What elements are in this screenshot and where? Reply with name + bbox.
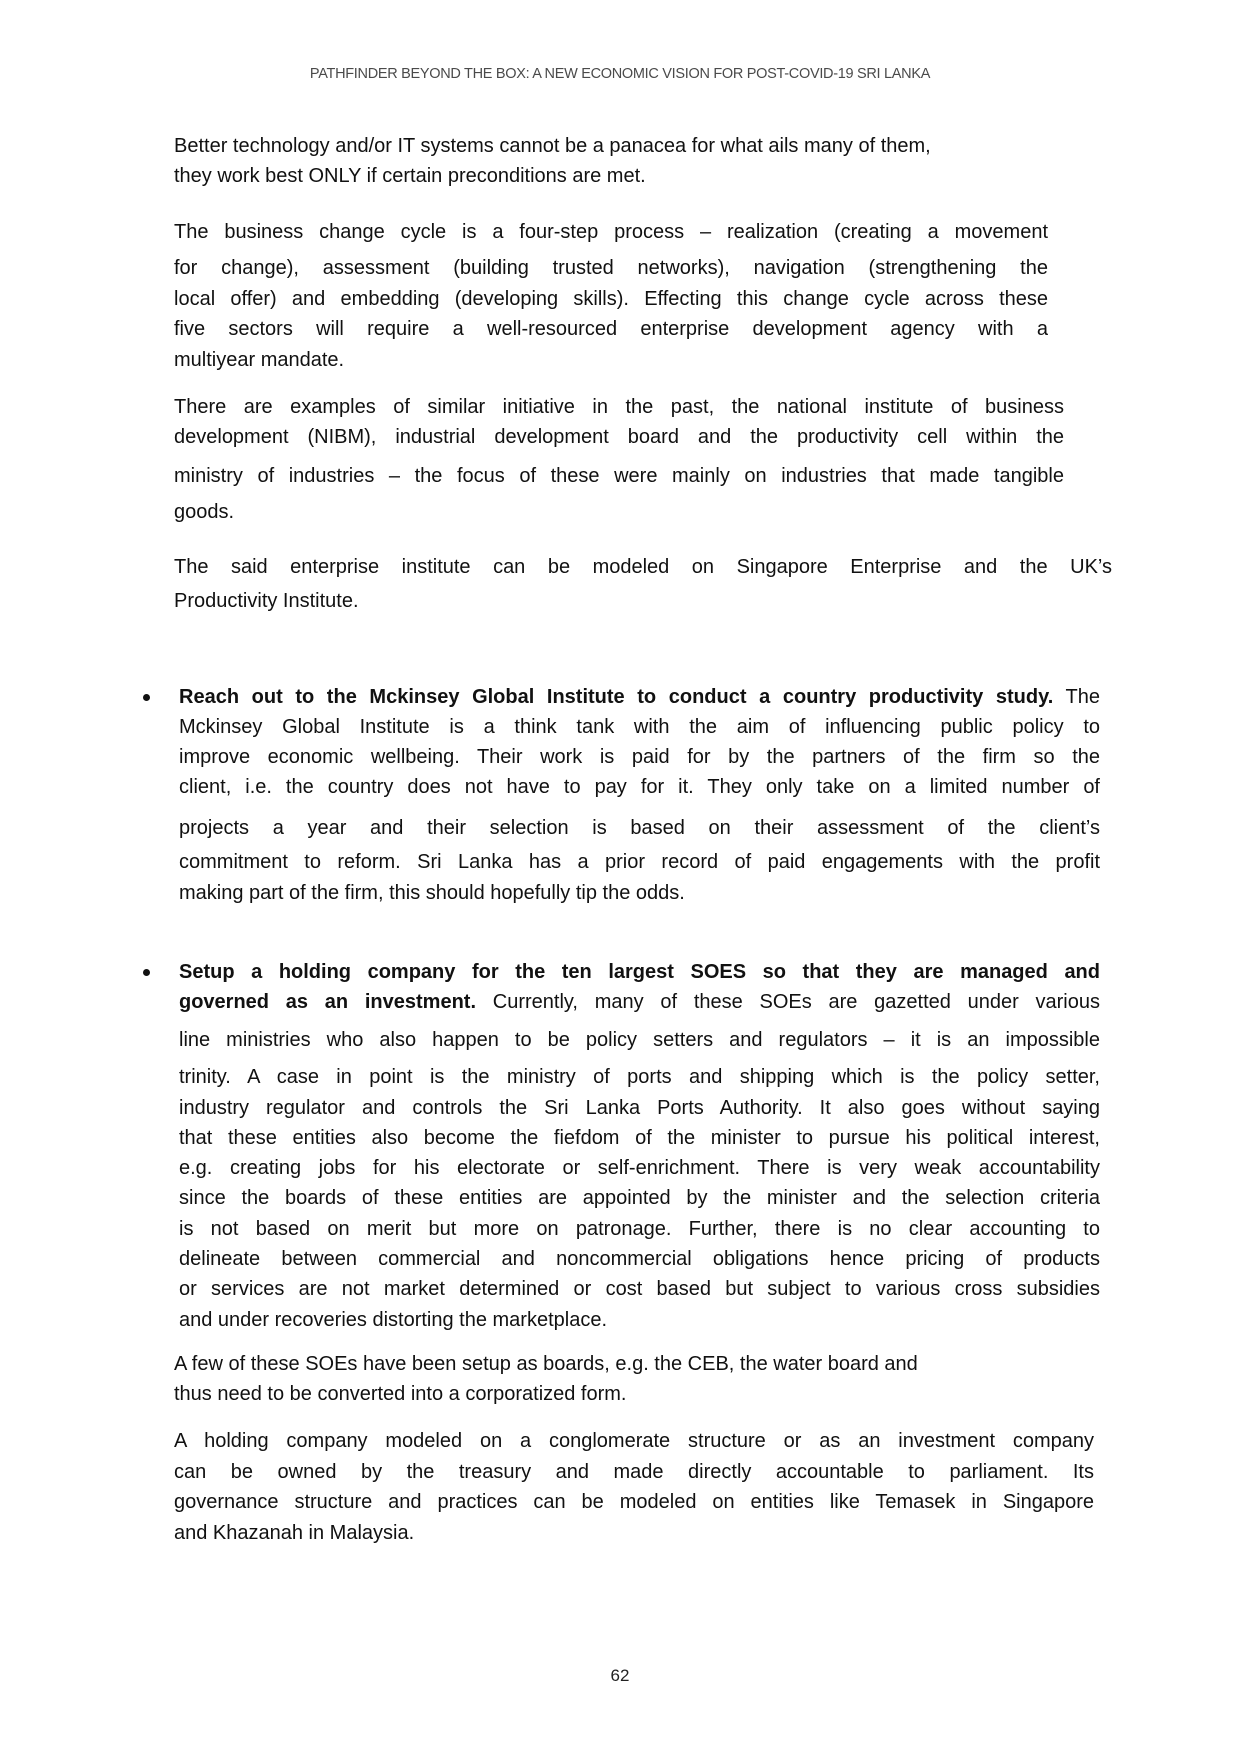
line-text: e.g. creating jobs for his electorate or self-enrichment. There is very weak accountability bbox=[179, 1157, 1100, 1179]
text-line bbox=[179, 1244, 1100, 1274]
line-text: Productivity Institute. bbox=[174, 590, 359, 612]
line-text: client, i.e. the country does not have to pay for it. They only take on a limited number of bbox=[179, 776, 1100, 798]
bullet-icon bbox=[143, 694, 150, 701]
text-line bbox=[179, 1025, 1100, 1055]
text-line bbox=[179, 987, 1100, 1017]
line-text: is not based on merit but more on patronage. Further, there is no clear accounting to bbox=[179, 1218, 1100, 1240]
line-text: thus need to be converted into a corporatized form. bbox=[174, 1383, 627, 1405]
text-line bbox=[174, 217, 1048, 247]
text-line bbox=[174, 1457, 1094, 1487]
text-line bbox=[174, 314, 1048, 344]
text-line bbox=[179, 712, 1100, 742]
text-line bbox=[179, 1153, 1100, 1183]
line-text: Currently, many of these SOEs are gazetted under various bbox=[476, 991, 1100, 1013]
text-line bbox=[174, 1379, 1060, 1409]
running-header: PATHFINDER BEYOND THE BOX: A NEW ECONOMIC VISION FOR POST-COVID-19 SRI LANKA bbox=[309, 66, 931, 82]
line-text: line ministries who also happen to be policy setters and regulators – it is an impossible bbox=[179, 1029, 1100, 1051]
text-line bbox=[179, 1305, 1100, 1335]
text-line bbox=[179, 1123, 1100, 1153]
bold-lead-text: Setup a holding company for the ten largest SOES so that they are managed and bbox=[179, 961, 1100, 983]
line-text: for change), assessment (building trusted networks), navigation (strengthening the bbox=[174, 257, 1048, 279]
text-line bbox=[174, 253, 1048, 283]
text-line bbox=[174, 422, 1064, 452]
line-text: and under recoveries distorting the marketplace. bbox=[179, 1309, 608, 1331]
line-text: can be owned by the treasury and made directly accountable to parliament. Its bbox=[174, 1461, 1094, 1483]
line-text: local offer) and embedding (developing skills). Effecting this change cycle across these bbox=[174, 288, 1048, 310]
text-line bbox=[179, 682, 1100, 712]
text-line bbox=[174, 586, 1112, 616]
line-text: ministry of industries – the focus of these were mainly on industries that made tangible bbox=[174, 465, 1064, 487]
line-text: multiyear mandate. bbox=[174, 349, 345, 371]
text-line bbox=[174, 1487, 1094, 1517]
line-text: five sectors will require a well-resourced enterprise development agency with a bbox=[174, 318, 1048, 340]
text-line bbox=[179, 772, 1100, 802]
line-text: Mckinsey Global Institute is a think tank with the aim of influencing public policy to bbox=[179, 716, 1100, 738]
page-number: 62 bbox=[610, 1666, 630, 1685]
text-line bbox=[174, 1518, 1094, 1548]
text-line bbox=[174, 461, 1064, 491]
text-line bbox=[179, 847, 1100, 877]
text-line bbox=[179, 1093, 1100, 1123]
line-text: they work best ONLY if certain preconditions are met. bbox=[174, 165, 646, 187]
text-line bbox=[174, 284, 1048, 314]
line-text: A few of these SOEs have been setup as boards, e.g. the CEB, the water board and bbox=[174, 1353, 918, 1375]
line-text: improve economic wellbeing. Their work is paid for by the partners of the firm so the bbox=[179, 746, 1100, 768]
line-text: or services are not market determined or cost based but subject to various cross subsidies bbox=[179, 1278, 1100, 1300]
text-line bbox=[174, 552, 1112, 582]
bold-lead-text: governed as an investment. bbox=[179, 991, 477, 1013]
text-line bbox=[174, 1426, 1094, 1456]
line-text: development (NIBM), industrial development board and the productivity cell within the bbox=[174, 426, 1064, 448]
line-text: There are examples of similar initiative in the past, the national institute of business bbox=[174, 396, 1064, 418]
text-line bbox=[179, 1214, 1100, 1244]
line-text: The bbox=[1053, 686, 1100, 708]
line-text: goods. bbox=[174, 501, 235, 523]
line-text: and Khazanah in Malaysia. bbox=[174, 1522, 415, 1544]
line-text: governance structure and practices can be modeled on entities like Temasek in Singapore bbox=[174, 1491, 1094, 1513]
bold-lead-text: Reach out to the Mckinsey Global Institute to conduct a country productivity study. bbox=[179, 686, 1054, 708]
text-line bbox=[179, 1062, 1100, 1092]
bullet-icon bbox=[143, 969, 150, 976]
text-line bbox=[179, 1183, 1100, 1213]
text-line bbox=[179, 813, 1100, 843]
text-line bbox=[179, 742, 1100, 772]
line-text: industry regulator and controls the Sri Lanka Ports Authority. It also goes without saying bbox=[179, 1097, 1100, 1119]
line-text: commitment to reform. Sri Lanka has a prior record of paid engagements with the profit bbox=[179, 851, 1100, 873]
text-line bbox=[174, 392, 1064, 422]
line-text: The said enterprise institute can be modeled on Singapore Enterprise and the UK’s bbox=[174, 556, 1112, 578]
text-line bbox=[174, 161, 1070, 191]
text-line bbox=[179, 957, 1100, 987]
text-line bbox=[174, 131, 1070, 161]
line-text: that these entities also become the fiefdom of the minister to pursue his political interest, bbox=[179, 1127, 1100, 1149]
text-line bbox=[174, 1349, 1060, 1379]
line-text: making part of the firm, this should hopefully tip the odds. bbox=[179, 882, 685, 904]
text-line bbox=[174, 345, 1048, 375]
line-text: A holding company modeled on a conglomerate structure or as an investment company bbox=[174, 1430, 1094, 1452]
line-text: Better technology and/or IT systems cannot be a panacea for what ails many of them, bbox=[174, 135, 931, 157]
text-line bbox=[179, 1274, 1100, 1304]
text-line bbox=[179, 878, 1100, 908]
line-text: projects a year and their selection is based on their assessment of the client’s bbox=[179, 817, 1100, 839]
text-line bbox=[174, 497, 1064, 527]
line-text: trinity. A case in point is the ministry of ports and shipping which is the policy setter, bbox=[179, 1066, 1100, 1088]
line-text: The business change cycle is a four-step process – realization (creating a movement bbox=[174, 221, 1048, 243]
line-text: delineate between commercial and noncommercial obligations hence pricing of products bbox=[179, 1248, 1100, 1270]
line-text: since the boards of these entities are appointed by the minister and the selection criteria bbox=[179, 1187, 1100, 1209]
